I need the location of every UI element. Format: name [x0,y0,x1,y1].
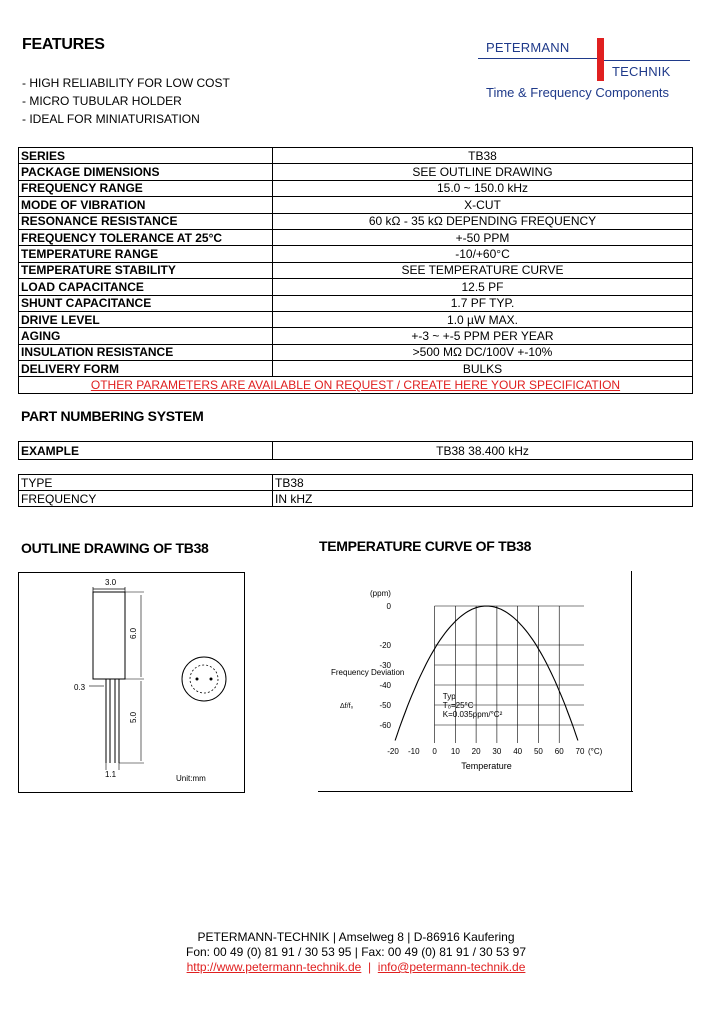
table-row [19,475,693,491]
table-row [19,377,693,393]
spec-value: +-3 ~ +-5 PPM PER YEAR [273,328,693,344]
curve-annotation: T₀=25°C [442,701,474,710]
email-link[interactable]: info@petermann-technik.de [377,960,526,974]
company-logo [478,38,690,104]
temperature-curve [395,606,578,741]
spec-value: SEE OUTLINE DRAWING [273,164,693,180]
outline-title: OUTLINE DRAWING OF TB38 [21,540,209,556]
x-tick-label: -10 [407,747,420,756]
table-row [19,197,693,213]
table-row [19,361,693,377]
footer-phone: Fon: 00 49 (0) 81 91 / 30 53 95 | Fax: 00 49 (0) 81 91 / 30 53 97 [185,945,526,959]
spec-value: SEE TEMPERATURE CURVE [273,262,693,278]
x-tick-label: 50 [533,747,543,756]
y-axis-label: Frequency Deviation [331,668,405,677]
y-unit-label: (ppm) [370,589,391,598]
spec-key: INSULATION RESISTANCE [19,344,273,360]
table-row [19,344,693,360]
table-row [19,262,693,278]
spec-value: 60 kΩ - 35 kΩ DEPENDING FREQUENCY [273,213,693,229]
logo-name-left: PETERMANN [486,40,570,55]
footer-sep: | [361,960,378,974]
logo-name-right: TECHNIK [612,64,671,79]
x-tick-label: 0 [432,747,437,756]
unit-label: Unit:mm [176,774,206,783]
outline-drawing [19,573,244,792]
features-list [22,74,230,128]
x-unit-label: (°C) [588,747,603,756]
curve-annotation: Typ [442,692,456,701]
pn-value: TB38 [273,475,693,491]
dim-lead-spacing: 1.1 [105,770,117,779]
outline-drawing-box [18,572,245,793]
table-row [19,442,693,460]
x-tick-label: 60 [554,747,564,756]
x-tick-label: -20 [387,747,399,756]
x-tick-label: 10 [450,747,460,756]
website-link[interactable]: http://www.petermann-technik.de [186,960,362,974]
table-row [19,164,693,180]
pn-key: TYPE [19,475,273,491]
x-axis-label: Temperature [461,761,512,771]
footer-address: PETERMANN-TECHNIK | Amselweg 8 | D-86916 Kaufering [197,930,515,944]
temp-chart-frame [318,571,633,793]
y-tick-label: 0 [386,602,391,611]
x-tick-label: 70 [575,747,585,756]
spec-key: FREQUENCY TOLERANCE AT 25°C [19,229,273,245]
spec-value: BULKS [273,361,693,377]
x-tick-label: 30 [492,747,502,756]
table-row [19,180,693,196]
spec-value: >500 MΩ DC/100V +-10% [273,344,693,360]
spec-key: TEMPERATURE RANGE [19,246,273,262]
part-number-table [18,474,693,507]
end-view-outer [182,657,226,701]
spec-value: 1.7 PF TYP. [273,295,693,311]
temp-curve-title: TEMPERATURE CURVE OF TB38 [319,538,532,554]
part-numbering-title: PART NUMBERING SYSTEM [21,408,204,424]
spec-key: SHUNT CAPACITANCE [19,295,273,311]
spec-value: +-50 PPM [273,229,693,245]
table-row [19,279,693,295]
spec-value: 1.0 µW MAX. [273,311,693,327]
spec-key: DELIVERY FORM [19,361,273,377]
spec-key: DRIVE LEVEL [19,311,273,327]
x-tick-label: 20 [471,747,481,756]
spec-value: 12.5 PF [273,279,693,295]
curve-annotation: K=0.035ppm/°C² [442,710,503,719]
table-row [19,246,693,262]
spec-table [18,147,693,394]
table-row [19,311,693,327]
y-axis-symbol: Δf/f₀ [340,703,354,710]
pn-value: IN kHZ [273,491,693,507]
table-row [19,491,693,507]
x-tick-label: 40 [513,747,523,756]
example-value: TB38 38.400 kHz [273,442,693,460]
dim-lead-length: 5.0 [129,711,138,723]
feature-item: - IDEAL FOR MINIATURISATION [22,112,200,126]
spec-key: MODE OF VIBRATION [19,197,273,213]
logo-tagline: Time & Frequency Components [486,85,670,100]
dim-width: 3.0 [105,578,117,587]
y-tick-label: -60 [379,721,391,730]
spec-key: AGING [19,328,273,344]
crystal-body [93,592,125,679]
logo-red-bar [597,38,604,81]
y-tick-label: -50 [379,701,391,710]
spec-request-link[interactable]: OTHER PARAMETERS ARE AVAILABLE ON REQUEST / CREATE HERE YOUR SPECIFICATION [19,377,693,393]
y-tick-label: -20 [379,641,391,650]
features-title: FEATURES [22,36,105,53]
footer-links [0,960,716,974]
spec-value: X-CUT [273,197,693,213]
table-row [19,295,693,311]
table-row [19,328,693,344]
feature-item: - MICRO TUBULAR HOLDER [22,94,182,108]
spec-key: PACKAGE DIMENSIONS [19,164,273,180]
spec-value: TB38 [273,148,693,164]
temperature-chart [318,571,633,793]
feature-item: - HIGH RELIABILITY FOR LOW COST [22,76,230,90]
pn-key: FREQUENCY [19,491,273,507]
spec-key: TEMPERATURE STABILITY [19,262,273,278]
dim-body-length: 6.0 [129,627,138,639]
dim-lead-dia: 0.3 [74,683,86,692]
y-tick-label: -30 [379,661,391,670]
table-row [19,213,693,229]
table-row [19,229,693,245]
example-label: EXAMPLE [19,442,273,460]
example-table [18,441,693,460]
spec-key: FREQUENCY RANGE [19,180,273,196]
spec-key: LOAD CAPACITANCE [19,279,273,295]
end-view-inner [190,665,218,693]
spec-value: 15.0 ~ 150.0 kHz [273,180,693,196]
spec-key: SERIES [19,148,273,164]
table-row [19,148,693,164]
spec-value: -10/+60°C [273,246,693,262]
spec-key: RESONANCE RESISTANCE [19,213,273,229]
y-tick-label: -40 [379,681,391,690]
